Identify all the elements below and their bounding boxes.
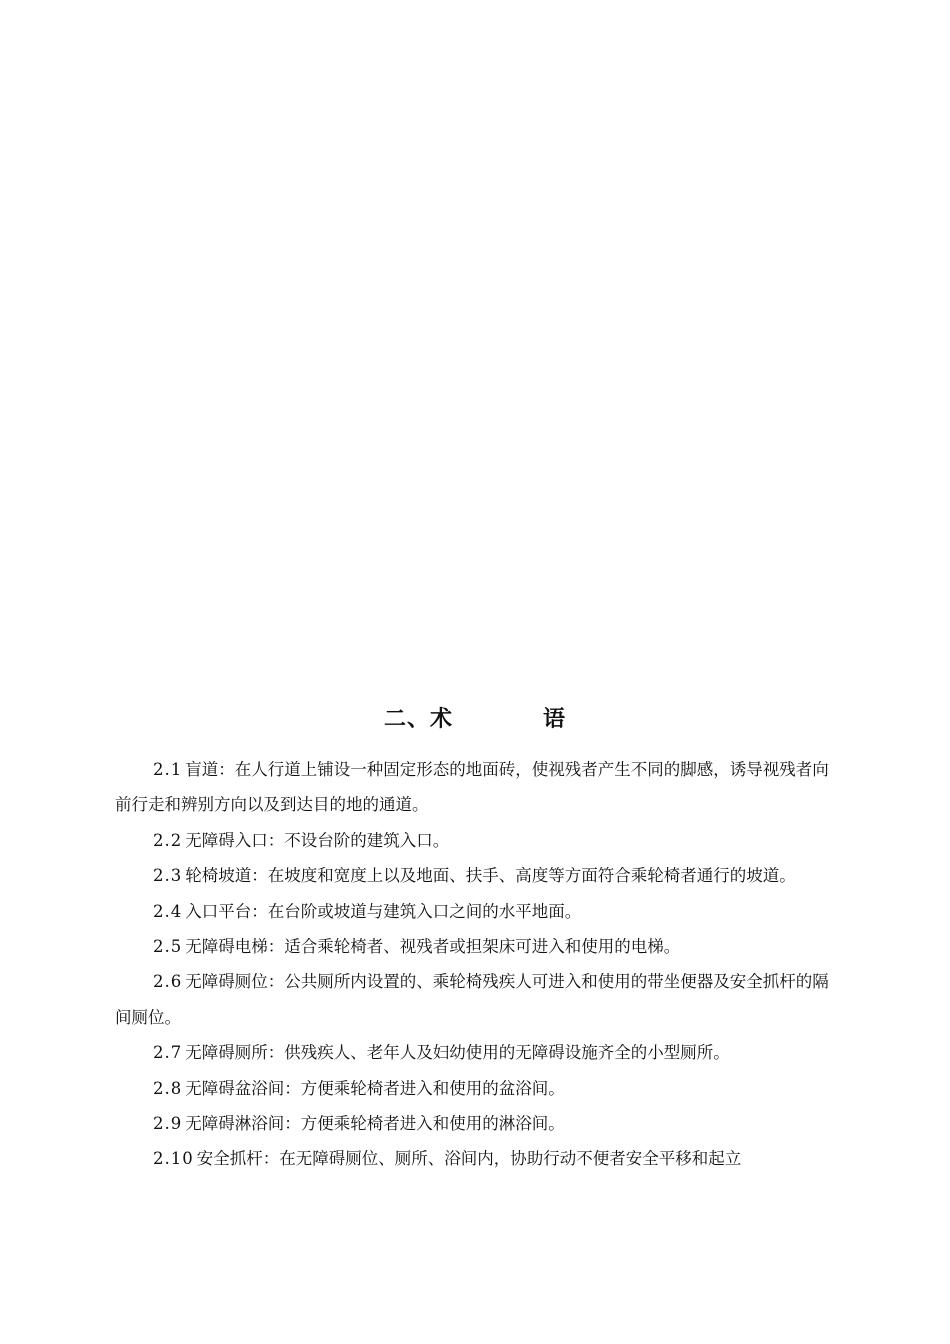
- clause-number: 2.3: [153, 866, 183, 886]
- section-title-part1: 术: [429, 707, 453, 732]
- term-paragraph: [115, 1071, 840, 1106]
- term-paragraph: [115, 894, 840, 929]
- term-paragraph: [115, 964, 840, 1035]
- section-heading: [0, 702, 950, 738]
- clause-text: 无障碍淋浴间：方便乘轮椅者进入和使用的淋浴间。: [185, 1114, 565, 1134]
- clause-number: 2.7: [153, 1043, 183, 1063]
- term-paragraph: [115, 929, 840, 964]
- clause-number: 2.1: [153, 760, 183, 779]
- clause-text: 安全抓杆：在无障碍厕位、厕所、浴间内，协助行动不便者安全平移和起立: [196, 1149, 742, 1169]
- clause-text: 无障碍入口：不设台阶的建筑入口。: [185, 830, 450, 850]
- clause-number: 2.10: [153, 1149, 194, 1169]
- term-paragraph: [115, 858, 840, 893]
- clause-text: 轮椅坡道：在坡度和宽度上以及地面、扶手、高度等方面符合乘轮椅者通行的坡道。: [185, 866, 796, 886]
- clause-number: 2.6: [153, 972, 183, 992]
- clause-text: 无障碍厕位：公共厕所内设置的、乘轮椅残疾人可进入和使用的带坐便器及安全抓杆的隔间厕位。: [115, 972, 829, 1027]
- clause-number: 2.2: [153, 830, 183, 850]
- clause-number: 2.8: [153, 1078, 183, 1098]
- clause-number: 2.4: [153, 901, 183, 921]
- clause-number: 2.5: [153, 937, 183, 957]
- term-paragraph: [115, 1035, 840, 1070]
- clause-text: 入口平台：在台阶或坡道与建筑入口之间的水平地面。: [185, 901, 582, 921]
- clause-text: 无障碍厕所：供残疾人、老年人及妇幼使用的无障碍设施齐全的小型厕所。: [185, 1043, 730, 1063]
- term-paragraph: [115, 1106, 840, 1141]
- clause-number: 2.9: [153, 1114, 183, 1134]
- section-title-part2: 语: [543, 707, 567, 732]
- clause-text: 无障碍盆浴间：方便乘轮椅者进入和使用的盆浴间。: [185, 1078, 565, 1098]
- term-paragraph: [115, 752, 840, 823]
- term-paragraph: [115, 1141, 840, 1176]
- clause-text: 无障碍电梯：适合乘轮椅者、视残者或担架床可进入和使用的电梯。: [185, 937, 681, 957]
- term-paragraph: [115, 823, 840, 858]
- clause-text: 盲道：在人行道上铺设一种固定形态的地面砖，使视残者产生不同的脚感，诱导视残者向前行走和辨别方向以及到达目的地的通道。: [115, 760, 829, 815]
- section-number: 二、: [383, 707, 430, 732]
- terms-body: [115, 752, 840, 1177]
